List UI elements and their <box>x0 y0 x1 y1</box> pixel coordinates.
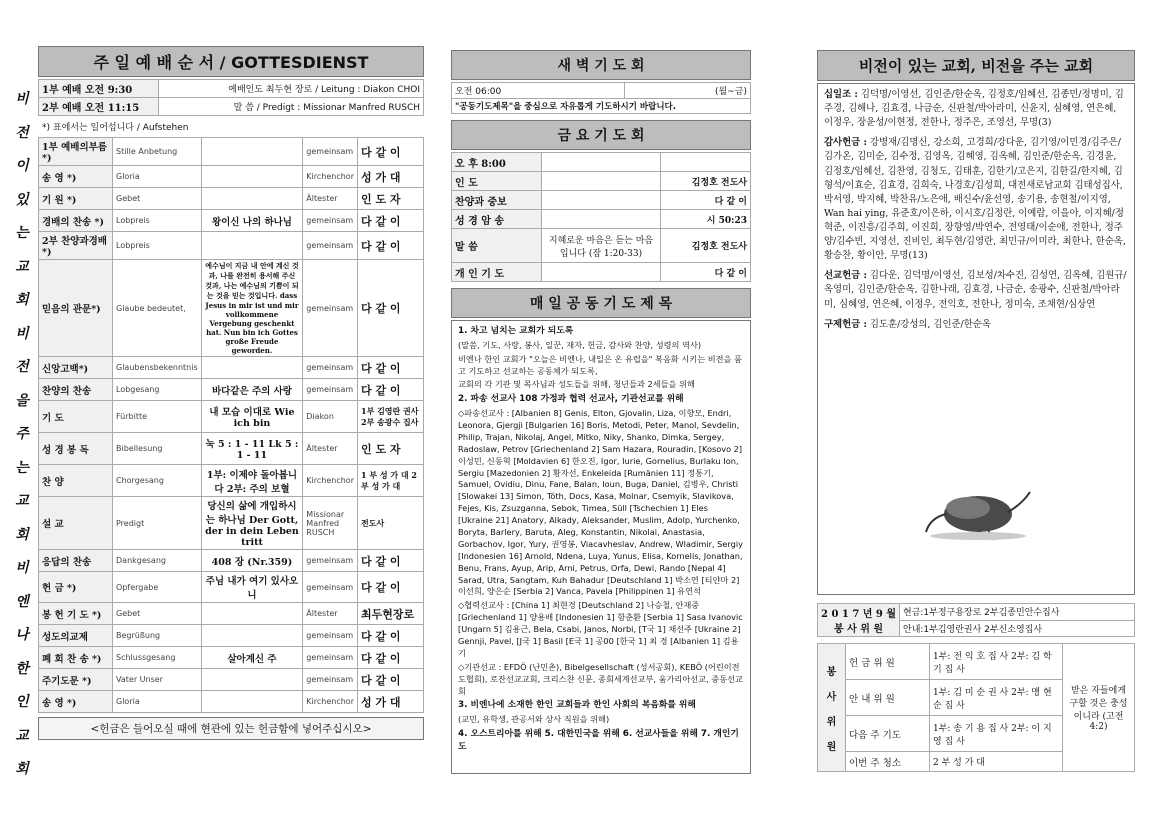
order-item-role-de: gemeinsam <box>303 550 358 572</box>
order-row <box>39 188 424 210</box>
daily-prayer-list <box>451 320 751 774</box>
order-item-ko: 폐 회 찬 송 *) <box>39 647 113 669</box>
order-item-role-de: Ältester <box>303 603 358 625</box>
daily-prayer-title: 매 일 공 동 기 도 제 목 <box>451 288 751 318</box>
prayer-heading: 3. 비엔나에 소재한 한인 교회들과 한인 사회의 복음화를 위해 <box>458 700 696 711</box>
order-item-role: 다 같 이 <box>358 357 424 379</box>
order-item-de: Chorgesang <box>113 465 202 497</box>
offering-heading: 구제헌금 : <box>824 318 867 330</box>
friday-label: 성 경 암 송 <box>452 210 542 229</box>
order-item-role-de: gemeinsam <box>303 379 358 401</box>
vertical-slogan-letter: 전 <box>15 359 29 375</box>
order-item-ko: 신앙고백*) <box>39 357 113 379</box>
order-item-content: 1부: 이제야 돌아봅니다 2부: 주의 보혈 <box>201 465 303 497</box>
vertical-slogan-letter: 교 <box>15 727 29 744</box>
order-item-role: 1 부 성 가 대 2 부 성 가 대 <box>358 465 424 497</box>
service2-preacher: 말 씀 / Predigt : Missionar Manfred RUSCH <box>159 98 424 116</box>
order-item-content: 내 모습 이대로 Wie ich bin <box>201 401 303 433</box>
order-item-role: 인 도 자 <box>358 188 424 210</box>
order-item-ko: 성도의교제 <box>39 625 113 647</box>
vision-section <box>817 50 1135 772</box>
order-item-content: 주님 내가 여기 있사오니 <box>201 572 303 603</box>
vertical-slogan-letter: 는 <box>15 459 29 476</box>
service-order-section <box>38 46 424 740</box>
dead-bird-sketch-icon <box>918 474 1038 544</box>
vertical-slogan-letter: 있 <box>15 191 29 208</box>
order-item-de: Glaube bedeutet, <box>113 260 202 357</box>
prayer-text: (말씀, 기도, 사랑, 봉사, 일꾼, 재자, 헌금, 감사와 찬양, 성령의 역사) <box>458 339 702 350</box>
order-table <box>38 137 424 713</box>
offering-names: 김덕명/이영선, 김인준/한순옥, 김정호/임혜선, 김종민/정명미, 김주경, 김해나, 김효경, 나금순, 신판철/박아라미, 신윤지, 심혜영, 연은혜, 이정우, 장윤성/이현정, 전한나, 정주은, 조영선, 무명(3) <box>824 89 1124 129</box>
order-row <box>39 572 424 603</box>
order-item-role-de: Kirchenchor <box>303 691 358 713</box>
order-item-role-de: Ältester <box>303 433 358 465</box>
prayer-text: 비엔나 한인 교회가 "오늘은 비엔나, 내일은 온 유럽을" 복음화 시키는 비전을 품고 기도하고 선교하는 공동체가 되도록, <box>458 353 742 376</box>
order-row <box>39 166 424 188</box>
vertical-slogan-letter: 회 <box>15 292 29 308</box>
order-item-content <box>201 669 303 691</box>
order-item-ko: 믿음의 관문*) <box>39 260 113 357</box>
committee-offering-line: 현금:1부정구용장로 2부김종민안수집사 <box>900 604 1135 621</box>
order-item-de: Gebet <box>113 188 202 210</box>
duty-role: 안 내 위 원 <box>846 680 930 716</box>
order-item-role: 전도사 <box>358 497 424 550</box>
duty-role: 이번 주 청소 <box>846 752 930 772</box>
order-item-role: 다 같 이 <box>358 379 424 401</box>
friday-row <box>452 172 751 191</box>
order-item-ko: 송 영 *) <box>39 166 113 188</box>
duty-role: 헌 금 위 원 <box>846 644 930 680</box>
duty-side-label <box>818 644 846 772</box>
order-item-role-de: Kirchenchor <box>303 166 358 188</box>
duty-names: 1부: 김 미 순 권 사 2부: 맹 현 순 집 사 <box>930 680 1063 716</box>
duty-side-letter: 위 <box>826 716 837 728</box>
service2-time: 2부 예배 오전 11:15 <box>39 98 159 116</box>
order-item-de: Opfergabe <box>113 572 202 603</box>
friday-leader: 김정호 전도사 <box>661 229 751 263</box>
vertical-slogan-letter: 회 <box>15 761 29 777</box>
order-item-de: Vater Unser <box>113 669 202 691</box>
order-item-de: Lobpreis <box>113 210 202 232</box>
friday-label: 말 씀 <box>452 229 542 263</box>
service1-time: 1부 예배 오전 9:30 <box>39 80 159 98</box>
order-item-role: 인 도 자 <box>358 433 424 465</box>
order-row <box>39 669 424 691</box>
order-row <box>39 232 424 260</box>
order-row <box>39 210 424 232</box>
offering-paragraph <box>824 136 1128 263</box>
order-item-de: Stille Anbetung <box>113 138 202 166</box>
friday-leader: 다 같 이 <box>661 263 751 282</box>
service-order-title: 주 일 예 배 순 서 / GOTTESDIENST <box>38 46 424 77</box>
order-item-ko: 기 도 <box>39 401 113 433</box>
service1-leader: 예배인도 최두현 장로 / Leitung : Diakon CHOI <box>159 80 424 98</box>
order-row <box>39 465 424 497</box>
offering-heading: 십일조 : <box>824 89 858 100</box>
friday-content: 지혜로운 마음은 듣는 마음입니다 (잠 1:20-33) <box>542 229 661 263</box>
vertical-slogan-letter: 엔 <box>15 593 29 610</box>
order-item-de: Lobpreis <box>113 232 202 260</box>
offering-paragraph <box>824 88 1128 130</box>
order-item-ko: 찬 양 <box>39 465 113 497</box>
order-row <box>39 497 424 550</box>
vertical-slogan-letter: 나 <box>15 627 29 643</box>
order-item-content <box>201 166 303 188</box>
vertical-slogan-letter: 주 <box>15 426 29 442</box>
prayer-section <box>451 50 751 774</box>
friday-leader: 다 같 이 <box>661 191 751 210</box>
friday-row <box>452 153 751 172</box>
dawn-time: 오전 06:00 <box>452 83 625 99</box>
prayer-text: 교회의 각 기관 및 목사님과 성도들을 위해, 청년들과 2세들을 위해 <box>458 379 695 390</box>
friday-row <box>452 263 751 282</box>
order-item-content <box>201 232 303 260</box>
duty-role: 다음 주 기도 <box>846 716 930 752</box>
order-item-content: 당신의 삶에 개입하시는 하나님 Der Gott, der in dein Leben tritt <box>201 497 303 550</box>
prayer-text: ◇협력선교사 : [China 1] 최현경 [Deutschland 2] 나승철, 안재중 [Griechenland 1] 양용배 [Indonesien 1] 함춘환 [Serbia 1] Sasa Ivanovic [Ungarn 5] 김용근, Bela, Csabi, Janos, Norbi, [T국 1] 채선주 [Ukraine 2] Gennji, Pavel, [J국 1] Basil [E국 1] 공00 [한국 1] 최 경 [Albanien 1] 김용기 <box>458 600 743 658</box>
order-item-role: 다 같 이 <box>358 260 424 357</box>
friday-label: 찬양과 중보 <box>452 191 542 210</box>
dawn-note: "공동기도제목"을 중심으로 자유롭게 기도하시기 바랍니다. <box>452 99 751 114</box>
order-row <box>39 433 424 465</box>
friday-row <box>452 210 751 229</box>
dawn-prayer-title: 새 벽 기 도 회 <box>451 50 751 80</box>
order-item-ko: 봉 헌 기 도 *) <box>39 603 113 625</box>
order-item-content: 눅 5 : 1 - 11 Lk 5 : 1 - 11 <box>201 433 303 465</box>
order-item-role-de: gemeinsam <box>303 210 358 232</box>
order-item-ko: 기 원 *) <box>39 188 113 210</box>
prayer-heading: 1. 차고 넘치는 교회가 되도록 <box>458 326 574 336</box>
order-row <box>39 550 424 572</box>
offering-heading: 선교헌금 : <box>824 270 867 282</box>
order-item-content <box>201 691 303 713</box>
order-row <box>39 357 424 379</box>
order-row <box>39 691 424 713</box>
order-item-role-de: gemeinsam <box>303 260 358 357</box>
order-item-role-de: Ältester <box>303 188 358 210</box>
vertical-slogan-letter: 전 <box>15 124 29 141</box>
order-item-role-de: gemeinsam <box>303 669 358 691</box>
vertical-slogan-letter: 한 <box>15 660 29 677</box>
friday-leader: 시 50:23 <box>661 210 751 229</box>
friday-leader: 김정호 전도사 <box>661 172 751 191</box>
order-item-ko: 경배의 찬송 *) <box>39 210 113 232</box>
order-item-role: 다 같 이 <box>358 550 424 572</box>
prayer-heading: 2. 파송 선교사 108 가정과 협력 선교사, 기관선교를 위해 <box>458 394 684 405</box>
order-item-content <box>201 357 303 379</box>
friday-content <box>542 172 661 191</box>
order-item-de: Fürbitte <box>113 401 202 433</box>
order-item-role: 다 같 이 <box>358 647 424 669</box>
order-item-role-de: gemeinsam <box>303 572 358 603</box>
order-item-content: 예수님이 지금 내 안에 계신 것과, 나를 완전히 용서해 주신 것과, 나는 예수님의 기쁨이 되는 것을 믿는 것입니다. dass Jesus in mir ist und mir vollkommene Vergebung geschenkt hat. Nun bin ich Gottes große Freude geworden. <box>201 260 303 357</box>
order-item-role-de: gemeinsam <box>303 138 358 166</box>
order-item-de: Gloria <box>113 166 202 188</box>
order-item-ko: 헌 금 *) <box>39 572 113 603</box>
order-item-role-de: Diakon <box>303 401 358 433</box>
duty-side-letter: 원 <box>826 741 837 753</box>
offering-list <box>817 83 1135 595</box>
dawn-prayer-table <box>451 82 751 114</box>
order-item-role: 최두현장로 <box>358 603 424 625</box>
friday-label: 오 후 8:00 <box>452 153 542 172</box>
order-item-ko: 응답의 찬송 <box>39 550 113 572</box>
vertical-slogan-letter: 을 <box>15 392 29 409</box>
duty-names: 1부: 송 기 용 집 사 2부: 이 지 영 집 사 <box>930 716 1063 752</box>
order-item-ko: 송 영 *) <box>39 691 113 713</box>
order-item-role-de: gemeinsam <box>303 232 358 260</box>
vertical-slogan <box>12 88 32 778</box>
friday-content <box>542 191 661 210</box>
order-item-role: 1부 김영란 권사 2부 송광수 집사 <box>358 401 424 433</box>
offering-names: 김다운, 김덕명/이영선, 김보성/차수진, 김성연, 김옥혜, 김원규/옥영미, 김인준/한순옥, 김한나래, 김효경, 나금순, 송광수, 신판철/박아라미, 심혜영, 연은혜, 이정우, 전익호, 전한나, 정미숙, 조채현/심상연 <box>824 270 1127 310</box>
order-item-ko: 2부 찬양과경배*) <box>39 232 113 260</box>
offering-paragraph <box>824 318 1128 332</box>
order-item-role: 다 같 이 <box>358 669 424 691</box>
order-item-role-de: Missionar Manfred RUSCH <box>303 497 358 550</box>
order-item-role-de: gemeinsam <box>303 647 358 669</box>
order-item-ko: 설 교 <box>39 497 113 550</box>
friday-row <box>452 229 751 263</box>
committee-label: 봉 사 위 원 <box>833 624 884 635</box>
vertical-slogan-letter: 비 <box>15 560 29 576</box>
vertical-slogan-letter: 비 <box>15 91 29 107</box>
order-item-content: 왕이신 나의 하나님 <box>201 210 303 232</box>
vertical-slogan-letter: 이 <box>15 158 29 174</box>
order-row <box>39 260 424 357</box>
order-item-role: 다 같 이 <box>358 138 424 166</box>
offering-names: 강병재/김명신, 강소희, 고경희/강다운, 김기영/이민경/김주은/김가온, 김미순, 김수정, 김영옥, 김혜영, 김옥혜, 김인준/한순옥, 김경윤, 김정호/임혜선, 김찬영, 김청도, 김태훈, 김한기/고은지, 김한길/한지혜, 김형석/이효순, 김효경, 김희숙, 나경호/김성희, 대전새로남교회 김태성집사, 박서영, 박지혜, 박찬유/노은애, 배신수/윤선영, 송기용, 송현철/이지영, Wan hai ying, 유준호/이은하, 이시호/김정란, 이예람, 이을아, 이지혜/정혁준, 이진흥/김주희, 이진희, 장향영/박연수, 전영태/이순애, 전한나, 정주양/김수빈, 지영선, 진비인, 최두현/김영란, 최민규/이미라, 최한나, 한순옥, 황승찬, 황이안, 무명(13) <box>824 137 1126 262</box>
order-item-de: Gebet <box>113 603 202 625</box>
order-row <box>39 379 424 401</box>
order-item-de: Lobgesang <box>113 379 202 401</box>
order-item-content: 살아계신 주 <box>201 647 303 669</box>
service-committee-header <box>817 603 1135 637</box>
offering-heading: 감사헌금 : <box>824 137 867 149</box>
order-item-de: Bibellesung <box>113 433 202 465</box>
order-item-role: 다 같 이 <box>358 625 424 647</box>
order-item-role: 다 같 이 <box>358 572 424 603</box>
order-item-content: 408 장 (Nr.359) <box>201 550 303 572</box>
order-item-de: Schlussgesang <box>113 647 202 669</box>
order-item-content <box>201 603 303 625</box>
friday-content <box>542 263 661 282</box>
duty-side-letter: 봉 <box>826 666 837 678</box>
friday-content <box>542 153 661 172</box>
duty-table <box>817 643 1135 772</box>
order-row <box>39 401 424 433</box>
vertical-slogan-letter: 비 <box>15 325 29 342</box>
order-item-ko: 1부 예배의부름*) <box>39 138 113 166</box>
order-item-role-de: gemeinsam <box>303 625 358 647</box>
order-item-role-de: gemeinsam <box>303 357 358 379</box>
friday-prayer-table <box>451 152 751 282</box>
duty-side-letter: 사 <box>826 691 837 703</box>
vertical-slogan-letter: 인 <box>15 694 29 710</box>
offering-names: 김도훈/강성의, 김인준/한순옥 <box>866 318 991 330</box>
order-item-role: 성 가 대 <box>358 691 424 713</box>
friday-label: 인 도 <box>452 172 542 191</box>
duty-names: 2 부 성 가 대 <box>930 752 1063 772</box>
order-item-role: 다 같 이 <box>358 210 424 232</box>
committee-month: 2 0 1 7 년 9 월 <box>821 609 896 620</box>
order-item-ko: 성 경 봉 독 <box>39 433 113 465</box>
committee-guide-line: 안내:1부김영란권사 2부신소영집사 <box>900 620 1135 637</box>
friday-leader <box>661 153 751 172</box>
order-row <box>39 138 424 166</box>
friday-content <box>542 210 661 229</box>
service-times-table <box>38 79 424 116</box>
order-row <box>39 625 424 647</box>
order-item-content <box>201 138 303 166</box>
order-item-ko: 주기도문 *) <box>39 669 113 691</box>
duty-names: 1부: 전 익 호 집 사 2부: 김 학 기 집 사 <box>930 644 1063 680</box>
prayer-text: ◇기관선교 : EFDÖ (난민촌), Bibelgesellschaft (성서공회), KEBÖ (어린이전도협회), 로잔선교교회, 크리스챤 신문, 종회세계선교부, 움가리아선교, 중동선교회 <box>458 661 743 696</box>
friday-label: 개 인 기 도 <box>452 263 542 282</box>
dawn-days: (월~금) <box>624 83 750 99</box>
order-item-content: 바다같은 주의 사랑 <box>201 379 303 401</box>
friday-prayer-title: 금 요 기 도 회 <box>451 120 751 150</box>
order-item-de: Predigt <box>113 497 202 550</box>
order-item-de: Glaubensbekenntnis <box>113 357 202 379</box>
prayer-heading: 4. 오스트리아를 위해 5. 대한민국을 위해 6. 선교사들을 위해 7. 개인기도 <box>458 729 739 752</box>
order-item-role-de: Kirchenchor <box>303 465 358 497</box>
vertical-slogan-letter: 회 <box>15 526 29 543</box>
order-row <box>39 603 424 625</box>
order-item-de: Dankgesang <box>113 550 202 572</box>
duty-row <box>818 644 1135 680</box>
vertical-slogan-letter: 는 <box>15 225 29 241</box>
order-item-de: Begrüßung <box>113 625 202 647</box>
order-item-role: 성 가 대 <box>358 166 424 188</box>
friday-row <box>452 191 751 210</box>
order-item-de: Gloria <box>113 691 202 713</box>
prayer-text: (교민, 유학생, 관공서와 상사 직원을 위해) <box>458 714 610 725</box>
vertical-slogan-letter: 교 <box>15 258 29 275</box>
offering-paragraph <box>824 269 1128 311</box>
prayer-text: ◇파송선교사 : [Albanien 8] Genis, Elton, Gjovalin, Liza, 이향모, Endri, Leonora, Gjergji [Bulgarien 16] Boris, Metodi, Peter, Manol, Sevdelin, Philip, Trajan, Nikolaj, Angel, Mitko, Niky, Shanko, Dimka, Sergey, Radoslaw, Petrov [Griechenland 2] Sam Hazara, Rouradin, [Kosovo 2] 이성민, 신동혁 [Moldavien 6] 한오진, Igor, Iurie, Gornelius, Burlaku Ion, Sergiu [Mazedonien 2] 황자선, Enkeleida [Rumänien 11] 정통기, Samuel, Ovidiu, Dinu, Fane, Balan, Ioun, Buga, Daniel, 김병우, Christi [Slowakei 13] Simon, Tóth, Docs, Kasa, Molnar, Csemyik, Slavikova, Fejes, Kis, Zsuzganna, Sebok, Timea, Süll [Tschechien 1] Eles [Ukraine 21] Anatory, Alkady, Aleksander, Muslim, Adolp, Yurchenko, Boryta, Barlery, Baruta, Aleg, Konstantin, Nikolai, Anastasia, Gorbachov, Igor, Yury, 권영봉, Viacavheslav, Andrew, Wladimir, Sergiy [Indonesien 16] Arnold, Ndena, Luya, Yunus, Elisa, Kornelis, Jonathan, Benu, Frans, Ayup, Arip, Arni, Petrus, Orfa, Dewi, Rando [Nepal 4] Sarad, Utra, Sangtam, Kuh Bahadur [Deutschland 1] 박소연 [티얀마 2] 이선희, 양은순 [Serbia 2] Vanca, Pavela [Philippinen 1] 유연석 <box>458 408 743 597</box>
vision-title: 비전이 있는 교회, 비전을 주는 교회 <box>817 50 1135 81</box>
bible-verse: 받은 자들에게 구할 것은 충성이니라 (고전4:2) <box>1063 644 1135 772</box>
order-item-content <box>201 188 303 210</box>
standing-note: *) 표에서는 일어섭니다 / Aufstehen <box>42 123 189 133</box>
vertical-slogan-letter: 교 <box>15 493 29 509</box>
order-row <box>39 647 424 669</box>
offering-footer: <헌금은 들어오실 때에 현관에 있는 헌금함에 넣어주십시오> <box>38 717 424 740</box>
order-item-role: 다 같 이 <box>358 232 424 260</box>
order-item-ko: 찬양의 찬송 <box>39 379 113 401</box>
order-item-content <box>201 625 303 647</box>
